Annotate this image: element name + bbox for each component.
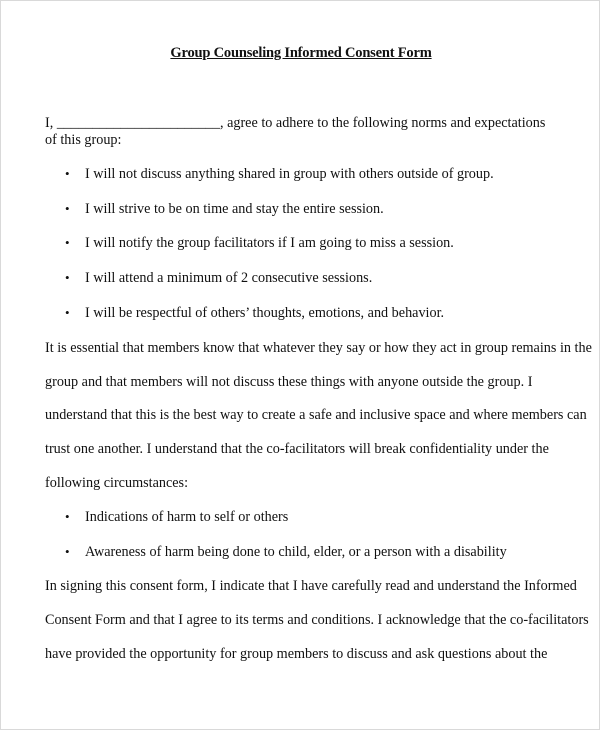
paragraph-line: have provided the opportunity for group members to discuss and ask questions about the	[45, 646, 548, 662]
bullet-icon: •	[65, 235, 70, 250]
intro-line-2: of this group:	[45, 132, 122, 148]
paragraph-line: In signing this consent form, I indicate that I have carefully read and understand the Informed	[45, 578, 577, 594]
paragraph-line: following circumstances:	[45, 475, 189, 491]
intro-line-1: I, _______________________, agree to adhere to the following norms and expectations	[45, 115, 546, 131]
circumstance-text: Awareness of harm being done to child, elder, or a person with a disability	[85, 544, 507, 560]
paragraph-line: trust one another. I understand that the co-facilitators will break confidentiality under the	[45, 441, 549, 457]
circumstance-text: Indications of harm to self or others	[85, 509, 289, 525]
norm-text: I will be respectful of others’ thoughts, emotions, and behavior.	[85, 305, 445, 321]
paragraph-line: group and that members will not discuss these things with anyone outside the group. I	[45, 374, 533, 390]
bullet-icon: •	[65, 305, 70, 320]
bullet-icon: •	[65, 201, 70, 216]
bullet-icon: •	[65, 270, 70, 285]
form-title: Group Counseling Informed Consent Form	[170, 45, 432, 61]
bullet-icon: •	[65, 509, 70, 524]
norm-text: I will not discuss anything shared in group with others outside of group.	[85, 166, 494, 182]
norm-text: I will notify the group facilitators if I am going to miss a session.	[85, 235, 454, 251]
norm-text: I will attend a minimum of 2 consecutive sessions.	[85, 270, 373, 286]
paragraph-line: Consent Form and that I agree to its terms and conditions. I acknowledge that the co-facilitators	[45, 612, 589, 628]
paragraph-line: It is essential that members know that whatever they say or how they act in group remains in the	[45, 340, 592, 356]
bullet-icon: •	[65, 166, 70, 181]
norm-text: I will strive to be on time and stay the entire session.	[85, 201, 384, 217]
paragraph-line: understand that this is the best way to create a safe and inclusive space and where members can	[45, 407, 587, 423]
bullet-icon: •	[65, 544, 70, 559]
